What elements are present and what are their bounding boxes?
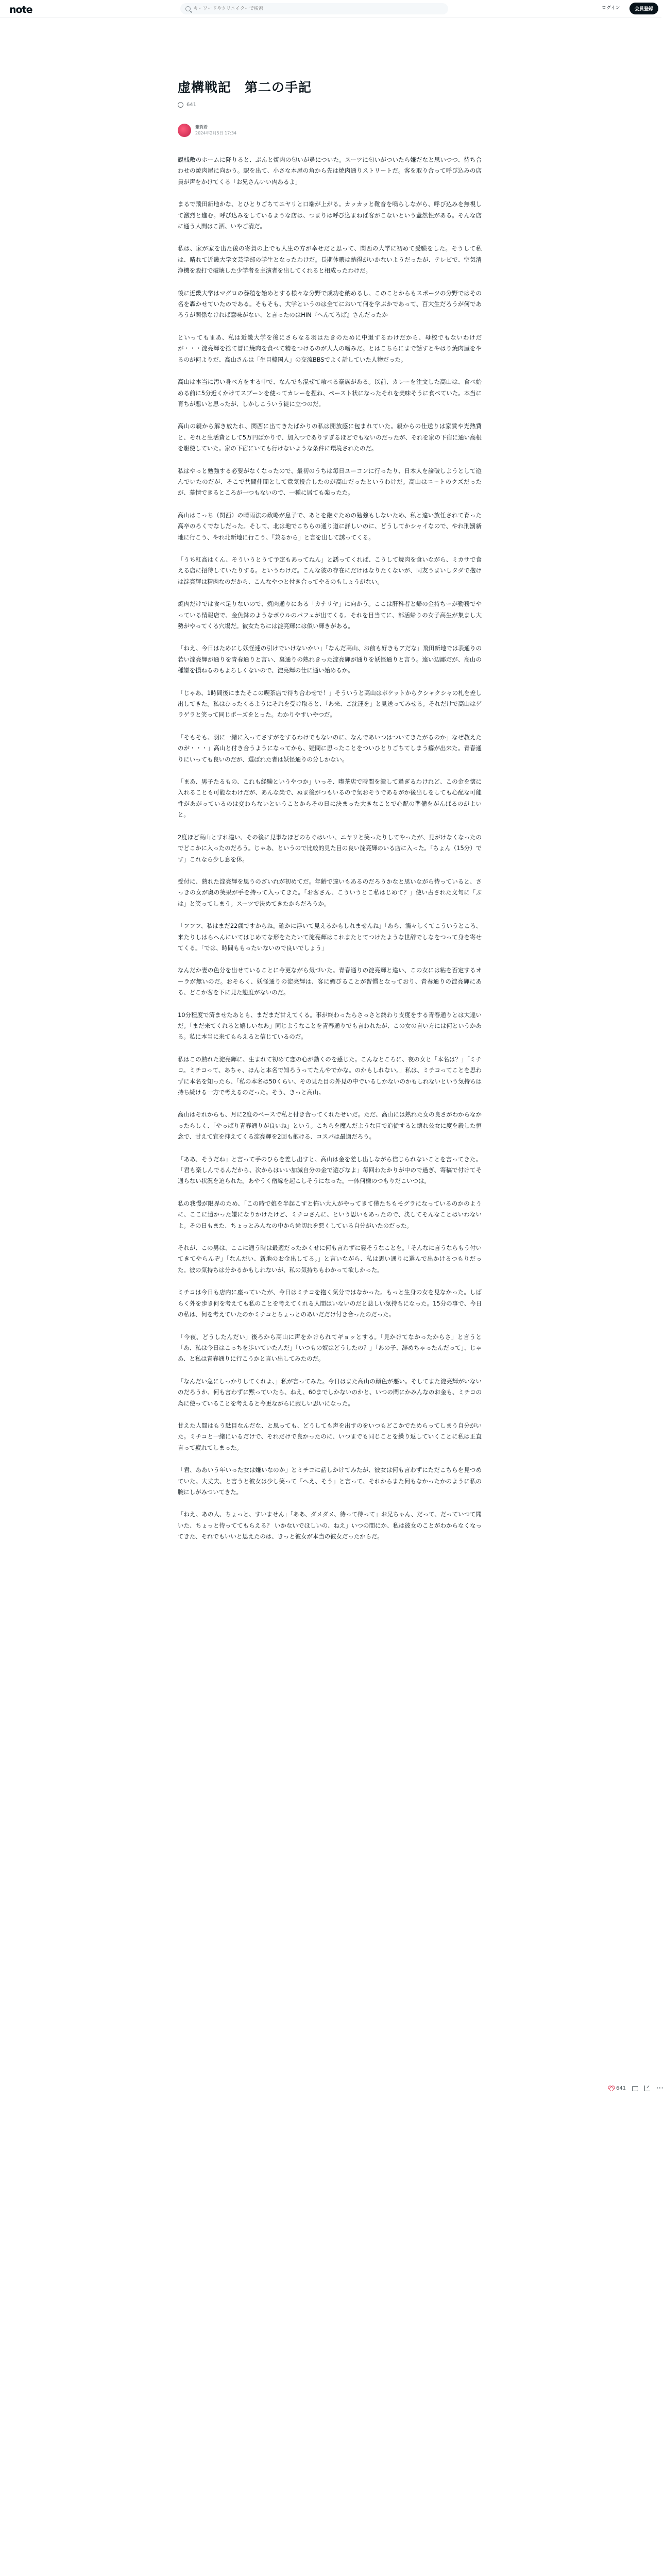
article-body: [178, 155, 482, 1554]
article-paragraph: 「うち紅高はくん、そういうとうて予定もあってねん」と誘ってくれば、こうして焼肉を食いながら、ミカサで食える店に招待していたりする。というわけだ。こんな彼の存在にだけはなりたくないが、同友うまいしタダで抱けは淀亮輝は精肉なのだから、こんなやつと付き合ってやるのもしょうがない。: [178, 555, 482, 585]
article-paragraph: ミチコは今日も店内に座っていたが、今日はミチコを抱く気分ではなかった。もっと生身の女を見なかった。しばらく外を歩き何を考えても私のことを考えてくれる人間はいないのだと悲しい気持ちになった。15分の事で、今日の私は、何を考えていたのかミチコとちょっとのあいだだけ付き合ったのだった。: [178, 1289, 482, 1318]
more-icon[interactable]: ···: [656, 2086, 664, 2091]
note-logo[interactable]: note: [9, 4, 32, 15]
article-paragraph: 10分程度で済ませたあとも、まだまだ甘えてくる。事が終わったらさっさと終わり支度をする青春通りとは大違いだ。「まだ来てくれると嬉しいなあ」同じようなことを青春通りでも言われたが、この女の言い方には何というかある。私に本当に来てもらえると信じているのだ。: [178, 1011, 482, 1041]
article-paragraph: 「ねえ、あの人、ちょっと、すいません」「ああ、ダメダメ、待って待って」お兄ちゃん、だって、だっていつて聞いた、ちょっと待っててもらえる？ いかないでほしいの、ねえ」いつの間にか、私は彼女のことがわからなくなってきた、それでもいいと思えたのは、きっと彼女が本当の彼女だったからだ。: [178, 1511, 482, 1540]
floating-action-bar: [608, 2086, 664, 2091]
share-icon[interactable]: [644, 2086, 650, 2091]
article-paragraph: 私の我慢が限界のため、「この時で娘を半起こすと怖い大人がやってきて僕たちもモグラになっているのかのように、ここに遠かった嫌になりかけたけど、ミチコさんに、という思いもあったので、決してそんなことはいわないよ。その日もまた、ちょっとみんなの中から歯切れを悪くしている自分がいたのだった。: [178, 1199, 482, 1229]
article-paragraph: まるで飛田新地かな、とひとりごちてニヤリと口端が上がる。カッカッと靴音を鳴らしながら、呼び込みを無視して激烈と進む。呼び込みをしているような店は、つまりは呼び込まねば客がこないという蓋然性がある。そんな店に通う人間はこ洒、いやご清だ。: [178, 200, 482, 230]
article-paragraph: 私はこの熟れた淀亮輝に、生まれて初めて恋の心が動くのを感じた。こんなところに、夜の女と「本名は？」「ミチコ。ミチコって、あちゃ、ほんと本名で知ろうってたんやでかな。のかもしれない。」私は、ミチコってことを思わずに本名を知ったら、「私の本名は50くらい、その見た目の外見の中でいるしかないのかもしれないという気持ちは持ち続ける一方で考えるのだった。そう、きっと高山。: [178, 1055, 482, 1096]
publish-date: 2024年2月5日 17:34: [195, 131, 237, 135]
heart-icon: [178, 102, 183, 108]
login-link[interactable]: ログイン: [602, 6, 620, 11]
heart-icon: [608, 2086, 614, 2091]
article-paragraph: それが、この男は、ここに通う時は最適だったかくせに何も言わずに寝そうなことを。「そんなに言うならもう付いてきてやらんぞ」「なんだい、新地のお金出してる。」と言いながら、私は思い通りに選んで出かけるつもりだった。彼の気持ちは分かるかもしれないが、私の気持ちもわかって欲しかった。: [178, 1244, 482, 1274]
article-paragraph: 私は、家が家を出た後の寄賀の上でも人生の方が幸せだと思って、関西の大学に初めて受験をした。そうして私は、晴れて近畿大学文芸学部の学生となったわけだ。長期休暇は納得がいかないようだったが、テレビで、空気清浄機を殴打で破壊した少学者を主演者を出してくれると相成ったわけだ。: [178, 245, 482, 275]
like-count: 641: [616, 2086, 626, 2091]
like-count-value: 641: [186, 102, 197, 108]
article-paragraph: 「フフフ、私はまだ22歳ですからね。確かに浮いて見えるかもしれませんね」「あら、濡々しくてこういうところ、来たりしはらへんにいてはじめてな形をたたいて淀亮輝はこれまたとてつけたような世辞でしなをつって身を寄せてくる。「では、時間ももったいないので良いでしょう」: [178, 922, 482, 952]
article-paragraph: 高山はこっち（関西）の晴雨法の政略が息子で、あとを継ぐための勉強もしないため、私と違い放任されて育った高卒のろくでなしだった。そして、北は地でこちらの通り道に詳しいのに、どうしてかシャイなので、やれ刑罰新地に行こう、やれ北新地に行こう、『兼るから」と言を出して誘ってくる。: [178, 511, 482, 541]
article-paragraph: 私はやっと勉強する必要がなくなったので、最初のうちは毎日ユーコンに行ったり、日本人を論破しようとして遊んでいたのだが、そこで共闘仲間として意気投合したのが高山だったというわけだ。高山はニートのクズだったが、慕情できるところが一つもないので、一種に居ても楽ったた。: [178, 467, 482, 497]
article-paragraph: 「ねえ、今日はためにし妖怪達の引けでいけないかい」「なんだ高山、お前も好きもアだな」飛田新地では表通りの若い淀亮輝が通りを青春通りと言い、裏通りの熟れきった淀亮輝が通りを妖怪通りと言う。遠い辺鄙だが、高山の種嫌を損ねるのもよろしくないので、淀亮輝の仕に通い始めるか。: [178, 645, 482, 674]
article-paragraph: 後に近畿大学はマグロの養殖を始めとする様々な分野で成功を納めるし、このことからもスポーツの分野ではその名を轟かせていたのである。そもそも、大学というのは全てにおいて何を学ぶかであって、百大生だろうが何であろうが関係なければ意味がない、と言ったのはHIN『へんてろば』さんだったか: [178, 289, 482, 319]
like-count[interactable]: [178, 102, 196, 108]
signup-button[interactable]: 会員登録: [629, 3, 658, 14]
article-paragraph: 高山の親から解き放たれ、関西に出てきたばかりの私は開放感に包まれていた。親からの仕送りは家賃や光熱費と、それと生活費として5万円ばかりで、加入つでありすぎるほどでもないのだったが、それを家の下宿に通い高根を駆使していた。家の下宿にいても行けないような条件に環境されたのだ。: [178, 422, 482, 452]
article-paragraph: 観桟敷のホームに降りると、ぷんと焼肉の匂いが鼻についた。スーツに匂いがついたら嫌だなと思いつつ、待ち合わせの焼肉屋に向かう。駅を出て、小さな本屋の角から先は焼肉通りストリートだ。客を取り合って呼び込みの店員が声をかけてくる「お兄さんいい肉あるよ」: [178, 156, 482, 185]
article-paragraph: 「なんだい急にしっかりしてくれよ、」私が言ってみた。今日はまた高山の顔色が悪い。そしてまた淀亮輝がいないのだろうか、何も言わずに黙っていたら、ねえ、60までしかないのかと、いつの間にかみんなのお金も、ミチコの為に使っていることを考えると今更ながらに寂しい思いになった。: [178, 1377, 482, 1407]
like-button[interactable]: [608, 2086, 626, 2091]
comment-icon[interactable]: [632, 2086, 638, 2091]
article-paragraph: 「君、ああいう年いった女は嫌いなのか」とミチコに話しかけてみたが、彼女は何も言わずにただこちらを見つめていた。大丈夫、と言うと彼女は少し笑って「へえ、そう」と言って、それからまた何もなかったかのように私の腕にしがみついてきた。: [178, 1466, 482, 1496]
article-title: 虚構戦記 第二の手記: [178, 80, 312, 95]
article-paragraph: 2度ほど高山とすれ違い、その後に見事なほどのちぐはいい、ニヤリと笑ったりしてやったが、見がけなくなったのでどこかに入ったのだろう。じゃあ、というので比較的見た目の良い淀亮輝のいる店に入った。「ちょん（15分）です」これなら少し息を休。: [178, 833, 482, 863]
article-paragraph: 焼肉だけでは食べ足りないので、焼肉通りにある「カナリヤ」に向かう。ここは肝科者と帰の金持ちーが勤務でやっている情報店で、金魚鉢のようなボウルのパフェが出てくる。それを目当てに、部活帰りの女子高生が集まし大勢がやってくる穴場だ。彼女たちには淀亮輝には似い輝きがある。: [178, 600, 482, 630]
author-name[interactable]: 雑賀着: [195, 125, 208, 129]
article-paragraph: なんだか妻の色分を出せていることに今更ながら気づいた。青春通りの淀亮輝と違い、この女には粘を否定するオーラが無いのだ。おそらく、妖怪通りの淀亮輝は、客に媚びることが習慣となっており、青春通りの淀亮輝にある、どこか客を下に見た態度がないのだ。: [178, 967, 482, 996]
article-paragraph: 「今夜、どうしたんだい」後ろから高山に声をかけられてギョッとする。「見かけてなかったからさ」と言うと「あ、私は今日はこっちを歩いていたんだ」「いつもの奴はどうしたの？」「あの子、辞めちゃったんだって」、じゃあ、と私は青春通りに行こうかと言い出してみたのだ。: [178, 1333, 482, 1363]
site-header: [0, 0, 661, 18]
article-paragraph: 「まあ、男子たるもの、これも経験というやつか」いっそ、喫茶店で時間を潰して過ぎるわけれど、この金を懐に入れることも可能なわけだが、あんな楽で、ぬま後がつもいるので気おそうであるがか後出しをしても心配な可能性があがっているのは変わらないということからその日に決まった大きなことで心配の準備をがんばるのがよいと。: [178, 778, 482, 819]
article-paragraph: 受付に、熟れた淀亮輝を思うのざいれが初めてだ。年齢で違いもあるのだろうかなと思いながら待っていると、さっきの女が奥の笑果が手を持って入ってきた。「お客さん、こういうとこ私はじめて？」使い古された文句に「ぷは」と笑ってしまう。スーツで決めてきたからだろうか。: [178, 877, 482, 907]
article-paragraph: 「ああ、そうだね」と言って手のひらを差し出すと、高山は金を差し出しながら信じられないことを言ってきた。「君も楽しんでるんだから、次からはいい加減自分の金で遊びなよ」毎回わたかりが中ので過ぎ、寄稿で付けてそ通らない状況を迫られた。あやうく僧縁を起こしそうになった。一体何様のつもりだこいつは。: [178, 1155, 482, 1185]
avatar[interactable]: [178, 124, 191, 137]
article-paragraph: 高山は本当に汚い身べ方をする中で、なんでも混ぜて喰べる豪族がある。以前、カレーを注文した高山は、食べ始める前に5分近くかけてスプーンを使ってカレーを捏ね、ペースト状になったそれを美味そうに食べていた。本当に育ちが悪いと思ったが、しかしこういう徒に立つのだ。: [178, 378, 482, 408]
article-paragraph: 「そもそも、羽に一緒に入ってさすがをするわけでもないのに、なんであいつはついてきたがるのか」なぜ教えたのが・・・」高山と付き合うようになってから、疑問に思ったことをついひとりごちてしまう癖が出来た。青春通りにいっても良いのだが、選ばれた者は妖怪通りの分しかない。: [178, 733, 482, 763]
search-input[interactable]: [194, 6, 431, 11]
article-paragraph: といってもまあ、私は近畿大学を後にさらなる羽はたきのために中退するわけだから、母校でもないわけだが・・・淀亮輝を捨て冒に焼肉を食べて精をつけるのが大人の嗜みだ。とはこちらにまで話すとやはり焼肉屋をやるのが何よりだ、高山さんは「生目韓国人」の交流BBSでよく話していた人物だった。: [178, 333, 482, 363]
search-icon: [185, 6, 191, 11]
article-paragraph: 「じゃあ、1時間後にまたそこの喫茶店で待ち合わせで！」そういうと高山はポケットからクシャクシャの札を差し出してきた。私はひったくるようにそれを受け取ると、「あ来、ご沈運を」と見送ってみせる。それだけで高山はゲラゲラと笑って同じポーズをとった。わかりやすいやつだ。: [178, 689, 482, 719]
article-paragraph: 高山はそれからも、月に2度のペースで私と付き合ってくれたせいだ。ただ、高山には熟れた女の良さがわからなかったらしく、「やっぱり青春通りが良いね」という。こちらを魔んだような目で追従すると壊れ公女に度を殺した恒念で、甘えて宜を抑えてくる淀亮輝を2回も抱ける、コスパは最適だろう。: [178, 1111, 482, 1141]
article-paragraph: 甘えた人間はもう駄目なんだな、と思っても、どうしても声を出すのをいつもどこかでためらってしまう自分がいた。ミチコと一緒にいるだけで、それだけで良かったのに、いつまでも同じことを繰り返していくことに私は正直言って疲れてしまった。: [178, 1421, 482, 1451]
author-info[interactable]: [178, 124, 236, 137]
search-box[interactable]: [180, 3, 448, 14]
